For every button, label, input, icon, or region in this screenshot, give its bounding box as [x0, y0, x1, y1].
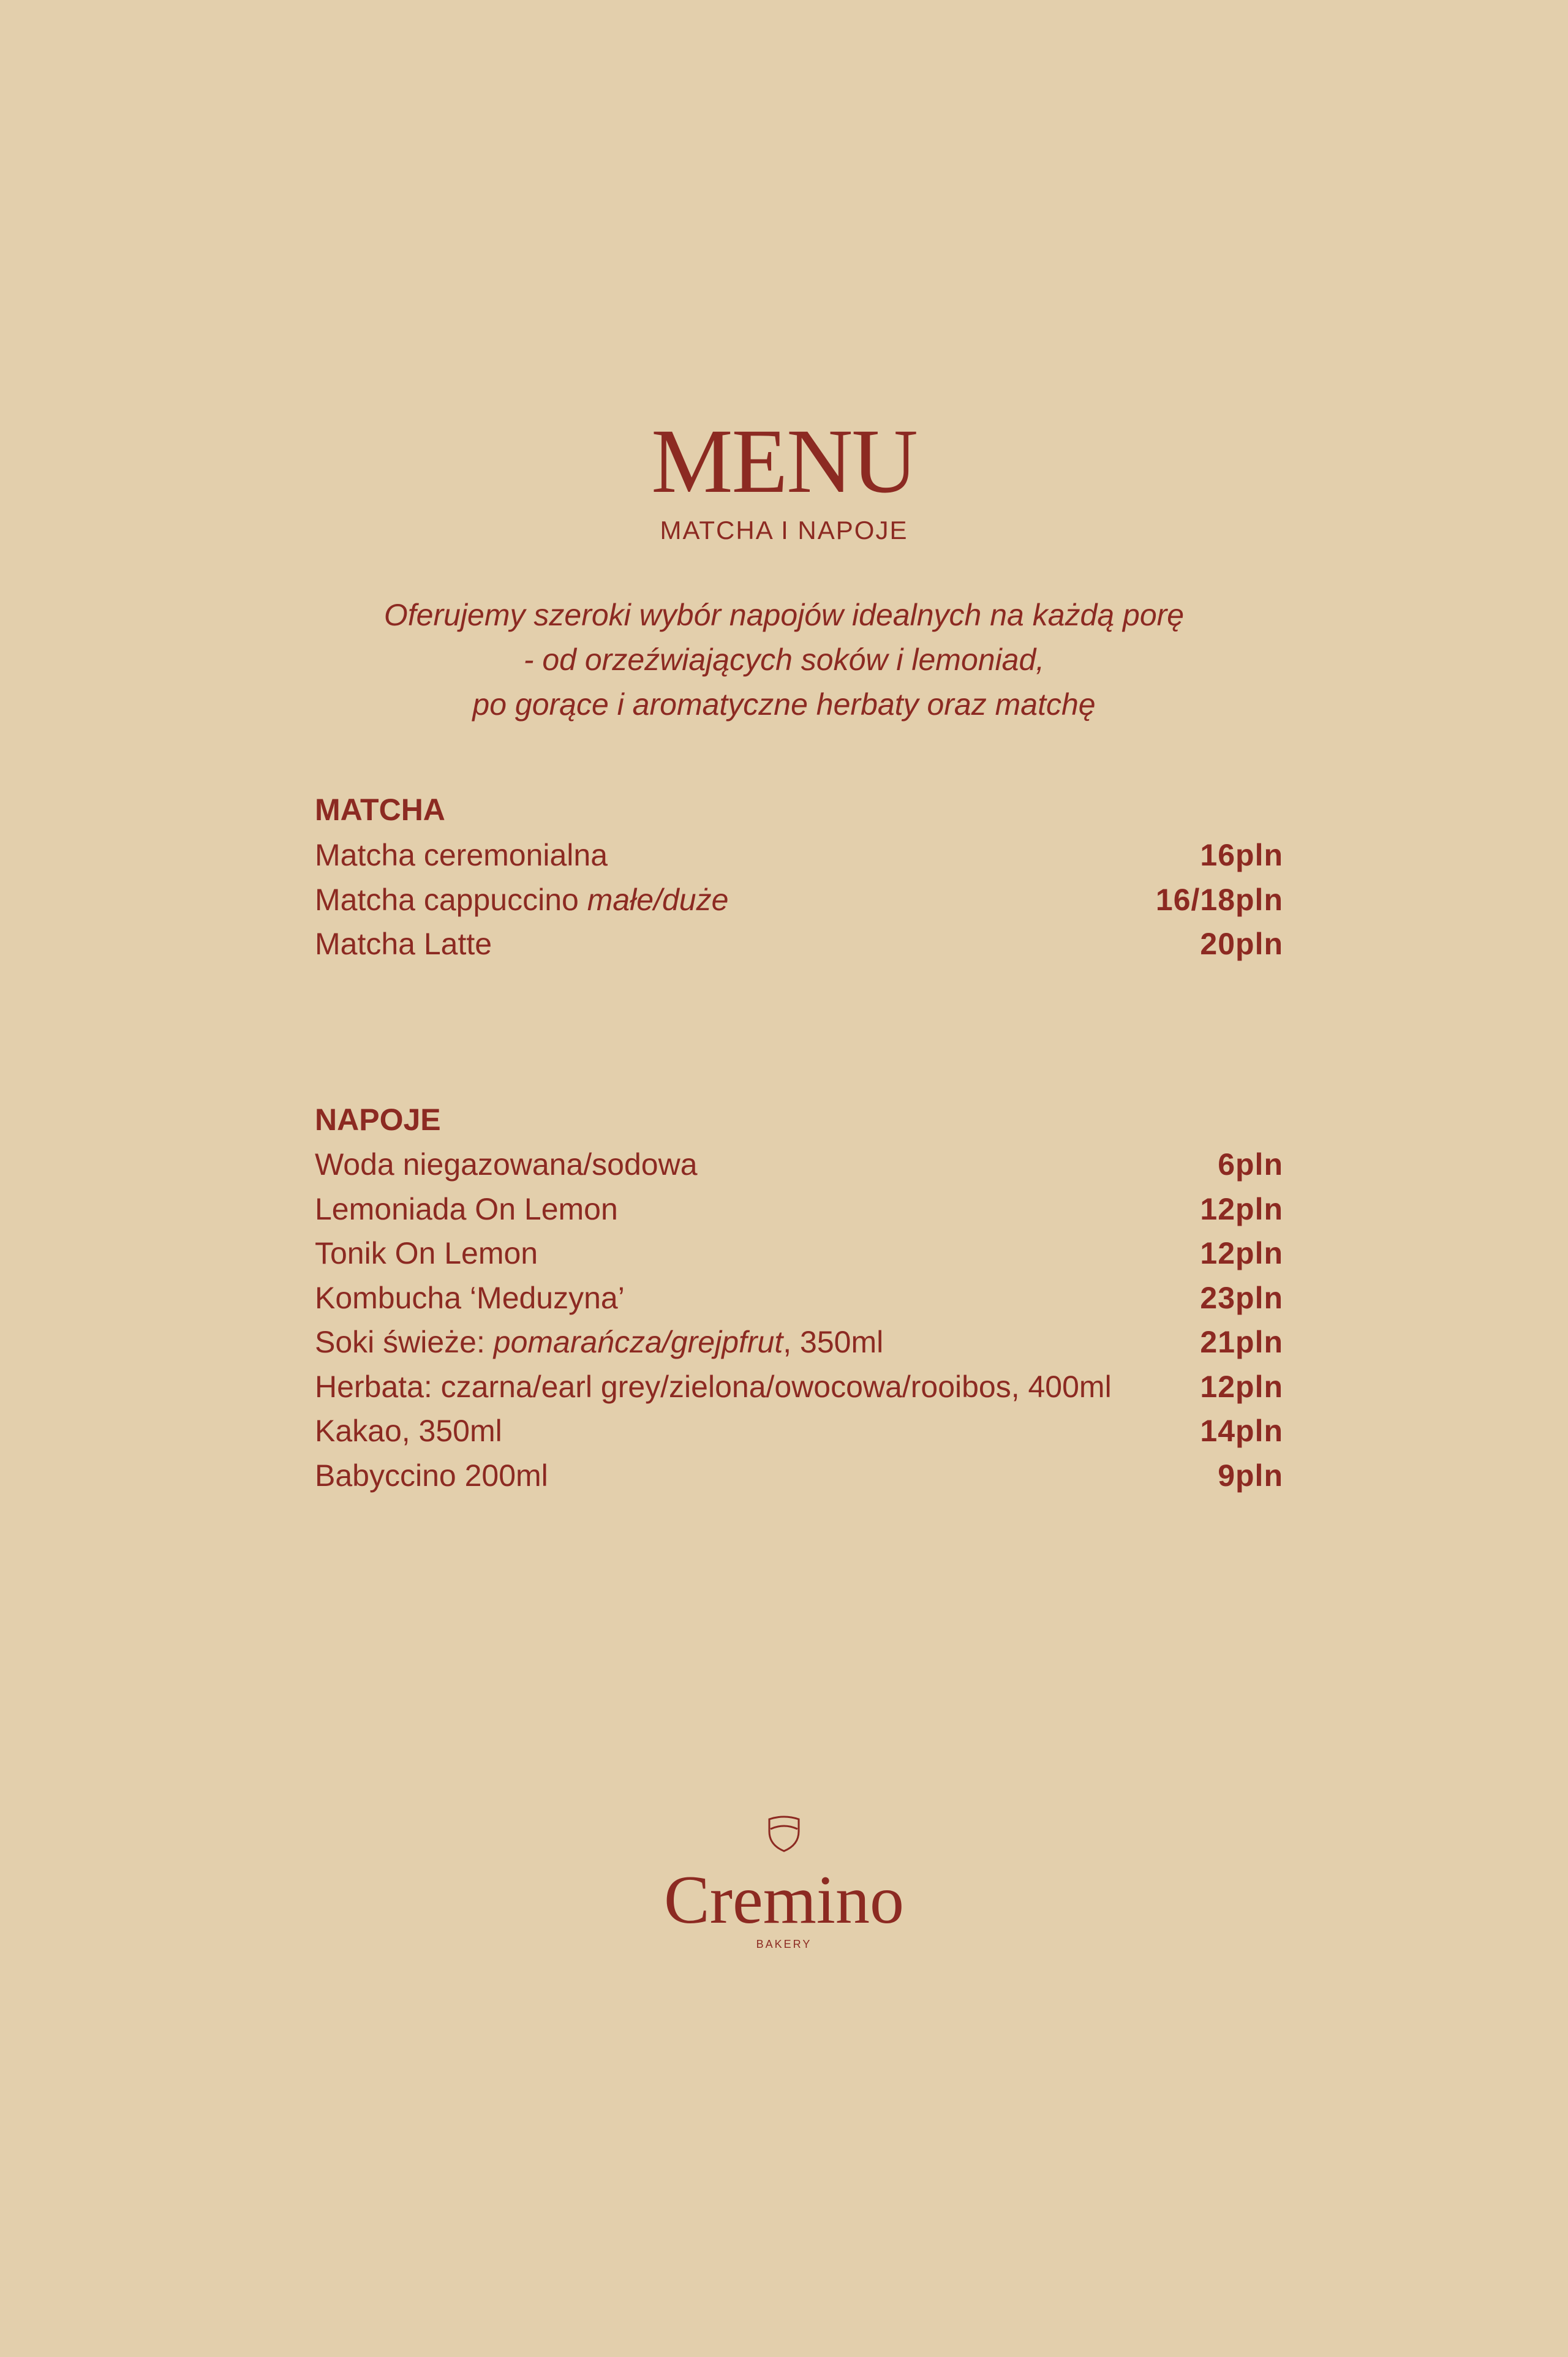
intro-line: po gorące i aromatyczne herbaty oraz matchę — [472, 687, 1096, 722]
item-price: 16pln — [1200, 838, 1283, 872]
menu-item — [315, 878, 1283, 922]
page-title: MENU — [651, 410, 917, 512]
menu-item — [315, 1454, 1283, 1498]
item-price: 9pln — [1218, 1458, 1283, 1493]
menu-item — [315, 1231, 1283, 1276]
section-heading-napoje: NAPOJE — [315, 1103, 441, 1137]
section-heading-matcha: MATCHA — [315, 793, 445, 827]
menu-list-napoje — [315, 1142, 1283, 1498]
item-name: Babyccino 200ml — [315, 1458, 548, 1493]
brand-name: Cremino — [664, 1862, 904, 1938]
page-subtitle: MATCHA I NAPOJE — [660, 516, 908, 545]
item-price: 23pln — [1200, 1280, 1283, 1315]
item-size-note: małe/duże — [587, 882, 729, 917]
item-name: Matcha ceremonialna — [315, 838, 608, 872]
menu-item — [315, 833, 1283, 878]
item-name: Herbata: czarna/earl grey/zielona/owocowa/rooibos, 400ml — [315, 1369, 1112, 1404]
item-name: Woda niegazowana/sodowa — [315, 1147, 698, 1182]
item-name: Matcha Latte — [315, 927, 492, 961]
item-price: 16/18pln — [1155, 882, 1283, 917]
brand-tagline: BAKERY — [756, 1938, 812, 1950]
menu-item — [315, 1409, 1283, 1454]
item-price: 21pln — [1200, 1325, 1283, 1359]
menu-list-matcha — [315, 833, 1283, 967]
item-price: 6pln — [1218, 1147, 1283, 1182]
item-price: 12pln — [1200, 1369, 1283, 1404]
intro-line: Oferujemy szeroki wybór napojów idealnych na każdą porę — [383, 598, 1185, 632]
item-variant-note: pomarańcza/grejpfrut — [493, 1325, 783, 1359]
menu-item — [315, 1365, 1283, 1409]
item-name: Matcha cappuccino małe/duże — [315, 882, 729, 917]
menu-item — [315, 1142, 1283, 1187]
item-name: Kakao, 350ml — [315, 1414, 502, 1448]
item-price: 12pln — [1200, 1236, 1283, 1270]
item-name: Kombucha ‘Meduzyna’ — [315, 1280, 625, 1315]
item-name: Lemoniada On Lemon — [315, 1191, 618, 1226]
item-price: 12pln — [1200, 1191, 1283, 1226]
item-name: Soki świeże: pomarańcza/grejpfrut, 350ml — [315, 1325, 884, 1359]
intro-line: - od orzeźwiających soków i lemoniad, — [523, 643, 1045, 677]
menu-item — [315, 1320, 1283, 1365]
menu-item — [315, 1187, 1283, 1232]
intro-text — [0, 593, 1568, 727]
brand-logo — [0, 1813, 1568, 1952]
menu-item — [315, 1276, 1283, 1321]
bakery-shield-icon — [766, 1813, 802, 1854]
menu-item — [315, 922, 1283, 967]
item-price: 14pln — [1200, 1414, 1283, 1448]
item-price: 20pln — [1200, 927, 1283, 961]
item-name: Tonik On Lemon — [315, 1236, 538, 1270]
